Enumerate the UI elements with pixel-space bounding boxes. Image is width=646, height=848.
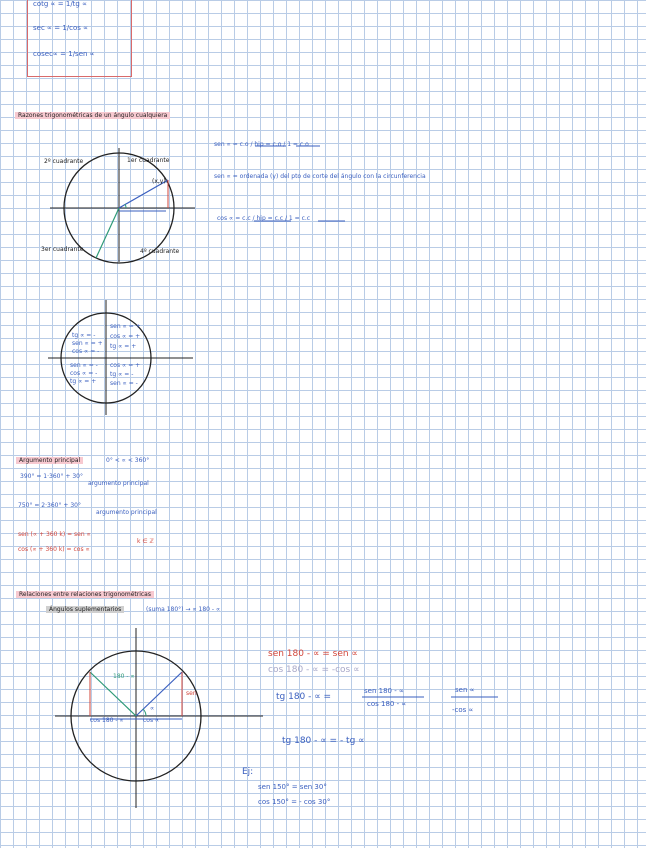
diagram-label-cos: cos ∝ (143, 717, 160, 724)
sign-line: sen ∝ = + (110, 323, 141, 330)
signs-q3 (70, 362, 98, 386)
diagram-label-alpha: ∝ (150, 705, 155, 712)
signs-q2 (72, 332, 103, 356)
sign-line: sen ∝ = - (110, 380, 138, 387)
diagram-label-180: 180 - ∝ (113, 673, 135, 680)
cosec-definition: cosec∝ = 1/sen ∝ (33, 50, 95, 58)
label-q1: 1er cuadrante (127, 157, 170, 164)
sen-periodicity: sen (∝ + 360 k) = sen ∝ (18, 531, 91, 538)
label-point-xy: (x,y) (152, 178, 166, 185)
example-390-note: argumento principal (88, 480, 149, 487)
cos-supplementary: cos 180 - ∝ = -cos ∝ (268, 665, 360, 675)
label-q3: 3er cuadrante (41, 246, 84, 253)
section-title-argumento: Argumento principal (16, 457, 83, 464)
unit-circle-2 (48, 300, 193, 415)
example-sen-150: sen 150° = sen 30° (258, 783, 327, 791)
example-cos-150: cos 150° = - cos 30° (258, 798, 331, 806)
sign-line: tg ∝ = + (70, 378, 97, 385)
sen-formula: sen ∝ = c.o / hip = c.o / 1 = c.o (214, 141, 309, 148)
signs-q1 (110, 322, 141, 352)
example-390: 390° = 1·360° + 30° (20, 473, 83, 480)
label-q2: 2º cuadrante (44, 158, 84, 165)
diagram-label-sen: sen (186, 690, 197, 697)
sign-line: tg ∝ = - (72, 332, 96, 339)
subtitle-suplementarios-note: (suma 180°) → ∝ 180 - ∝ (146, 606, 221, 613)
tg-denominator-2: -cos ∝ (452, 706, 474, 714)
cos-periodicity: cos (∝ + 360 k) = cos ∝ (18, 546, 90, 553)
sign-line: sen ∝ = - (70, 362, 98, 369)
sign-line: cos ∝ = - (70, 370, 98, 377)
diagram-label-cos180: cos 180 - ∝ (90, 717, 124, 724)
example-label: Ej: (242, 767, 254, 777)
tg-numerator: sen 180 - ∝ (364, 687, 404, 695)
section-title-relaciones: Relaciones entre relaciones trigonométricas (16, 591, 154, 598)
sign-line: tg ∝ = + (110, 343, 137, 350)
cotg-definition: cotg ∝ = 1/tg ∝ (33, 0, 88, 8)
sign-line: cos ∝ = + (110, 362, 141, 369)
example-750-note: argumento principal (96, 509, 157, 516)
sign-line: cos ∝ = + (110, 333, 141, 340)
signs-q4 (110, 361, 140, 388)
cos-formula: cos ∝ = c.c / hip = c.c / 1 = c.c (217, 215, 311, 222)
tg-numerator-2: sen ∝ (455, 686, 475, 694)
example-750: 750° = 2·360° + 30° (18, 502, 81, 509)
argument-range: 0° < ∝ < 360° (106, 457, 150, 464)
sec-definition: sec ∝ = 1/cos ∝ (33, 24, 89, 32)
sign-line: tg ∝ = - (110, 371, 134, 378)
subtitle-suplementarios: Ángulos suplementarios (46, 606, 124, 613)
sen-supplementary: sen 180 - ∝ = sen ∝ (268, 649, 358, 659)
sign-line: sen ∝ = + (72, 340, 103, 347)
section-title-razones: Razones trigonométricas de un ángulo cualquiera (15, 112, 170, 119)
sen-note: sen ∝ = ordenada (y) del pto de corte del ángulo con la circunferencia (214, 173, 426, 180)
sign-line: cos ∝ = - (72, 348, 100, 355)
tg-supplementary-left: tg 180 - ∝ = (276, 692, 332, 702)
tg-result: tg 180 - ∝ = - tg ∝ (282, 736, 365, 746)
tg-denominator: cos 180 - ∝ (367, 700, 407, 708)
cos-fraction-lines (254, 146, 498, 697)
label-q4: 4º cuadrante (140, 248, 180, 255)
k-integer-rule: k ∈ ℤ (137, 538, 154, 545)
